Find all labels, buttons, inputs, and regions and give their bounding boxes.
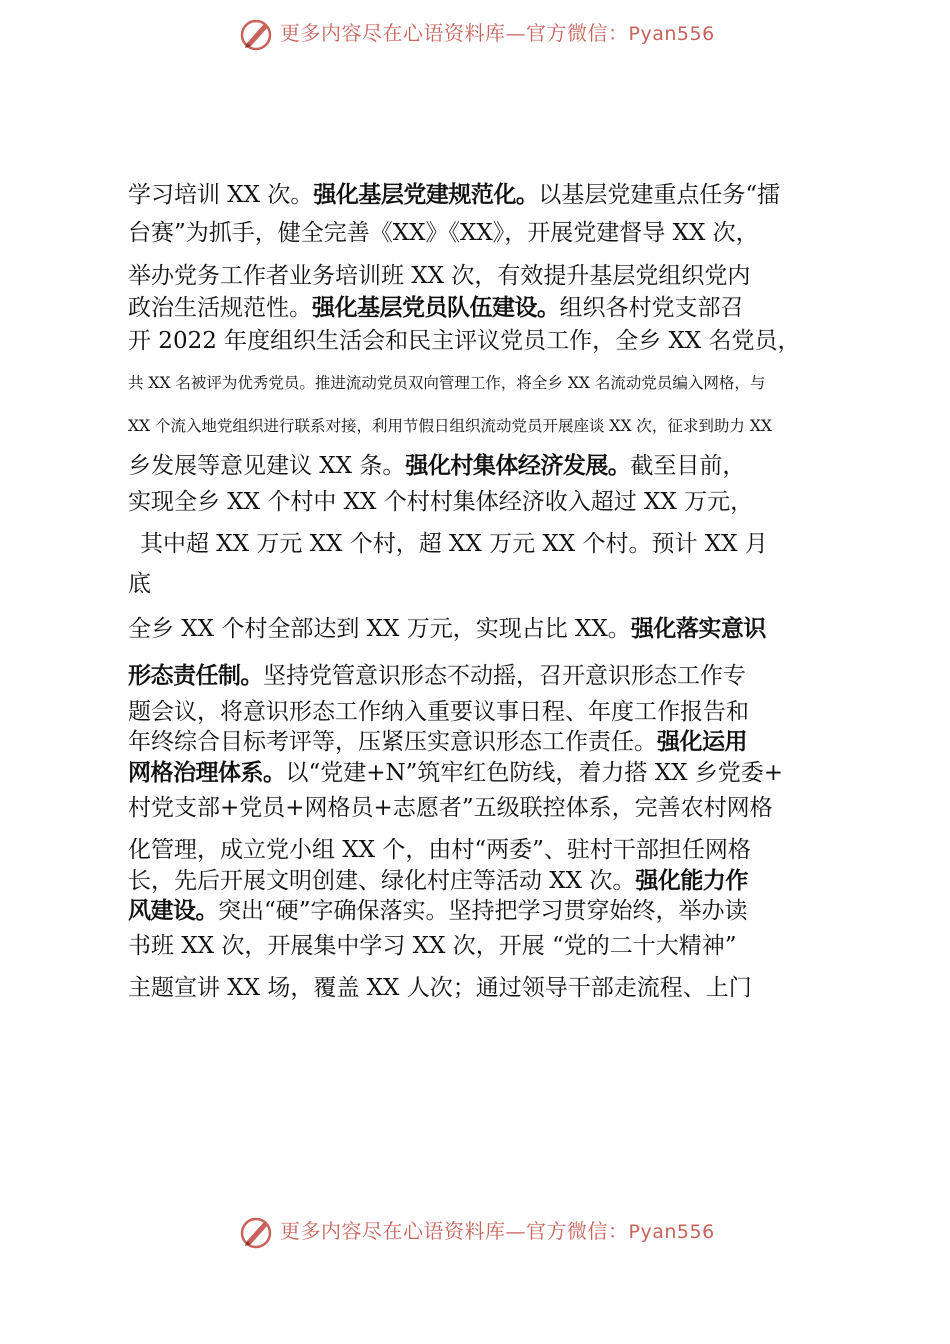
bold-heading: 强化村集体经济发展。 — [405, 453, 631, 479]
text-line: 主题宣讲 XX 场，覆盖 XX 人次；通过领导干部走流程、上门 — [128, 975, 752, 1001]
text-line: 化管理，成立党小组 XX 个，由村“两委”、驻村干部担任网格 — [128, 837, 751, 863]
text-line: 风建设。突出“硬”字确保落实。坚持把学习贯穿始终，举办读 — [128, 898, 748, 924]
text-line: 底 — [128, 571, 151, 597]
bold-heading: 强化能力作 — [635, 868, 748, 894]
banner-contact-id: Pyan556 — [628, 1221, 715, 1243]
banner-dash: — — [505, 21, 526, 45]
text-line: 台赛”为抓手，健全完善《XX》《XX》，开展党建督导 XX 次， — [128, 220, 759, 246]
text-line: 实现全乡 XX 个村中 XX 个村村集体经济收入超过 XX 万元， — [128, 489, 754, 515]
bold-heading: 网格治理体系。 — [128, 760, 286, 786]
text-line: 题会议，将意识形态工作纳入重要议事日程、年度工作报告和 — [128, 699, 749, 725]
bold-heading: 强化运用 — [657, 729, 747, 755]
banner-text — [280, 1218, 715, 1245]
text-line: 网格治理体系。以“党建+N”筑牢红色防线，着力搭 XX 乡党委+ — [128, 760, 784, 786]
text-line: 书班 XX 次，开展集中学习 XX 次，开展 “党的二十大精神” — [128, 933, 737, 959]
text-line: 共 XX 名被评为优秀党员。推进流动党员双向管理工作，将全乡 XX 名流动党员编入网格，与 — [128, 374, 766, 392]
text-line: 年终综合目标考评等，压紧压实意识形态工作责任。强化运用 — [128, 729, 747, 755]
text-line: 开 2022 年度组织生活会和民主评议党员工作，全乡 XX 名党员， — [128, 328, 801, 354]
bold-heading: 强化落实意识 — [630, 616, 766, 642]
banner-main-text: 更多内容尽在心语资料库 — [280, 1219, 506, 1243]
pen-logo-icon — [238, 16, 274, 52]
header-banner — [0, 14, 950, 54]
text-line: 村党支部+党员+网格员+志愿者”五级联控体系，完善农村网格 — [128, 795, 773, 821]
text-line: 举办党务工作者业务培训班 XX 次，有效提升基层党组织党内 — [128, 263, 751, 289]
banner-contact-id: Pyan556 — [628, 23, 715, 45]
banner-main-text: 更多内容尽在心语资料库 — [280, 21, 506, 45]
text-line: 全乡 XX 个村全部达到 XX 万元，实现占比 XX。强化落实意识 — [128, 616, 766, 642]
text-line: 政治生活规范性。强化基层党员队伍建设。组织各村党支部召 — [128, 295, 744, 321]
bold-heading: 强化基层党建规范化。 — [313, 182, 539, 208]
bold-heading: 风建设。 — [128, 898, 218, 924]
footer-banner — [0, 1212, 950, 1252]
banner-contact-label: 官方微信： — [526, 21, 629, 45]
bold-heading: 强化基层党员队伍建设。 — [312, 295, 560, 321]
text-line: 形态责任制。坚持党管意识形态不动摇，召开意识形态工作专 — [128, 663, 746, 689]
pen-logo-icon — [238, 1214, 274, 1250]
text-line: 乡发展等意见建议 XX 条。强化村集体经济发展。截至目前， — [128, 453, 746, 479]
banner-text — [280, 20, 715, 47]
text-line: 其中超 XX 万元 XX 个村，超 XX 万元 XX 个村。预计 XX 月 — [140, 531, 768, 557]
text-line: 学习培训 XX 次。强化基层党建规范化。以基层党建重点任务“擂 — [128, 182, 781, 208]
banner-dash: — — [505, 1219, 526, 1243]
text-line: 长，先后开展文明创建、绿化村庄等活动 XX 次。强化能力作 — [128, 868, 748, 894]
bold-heading: 形态责任制。 — [128, 663, 263, 689]
text-line: XX 个流入地党组织进行联系对接，利用节假日组织流动党员开展座谈 XX 次，征求到助力 XX — [128, 417, 772, 435]
banner-contact-label: 官方微信： — [526, 1219, 629, 1243]
